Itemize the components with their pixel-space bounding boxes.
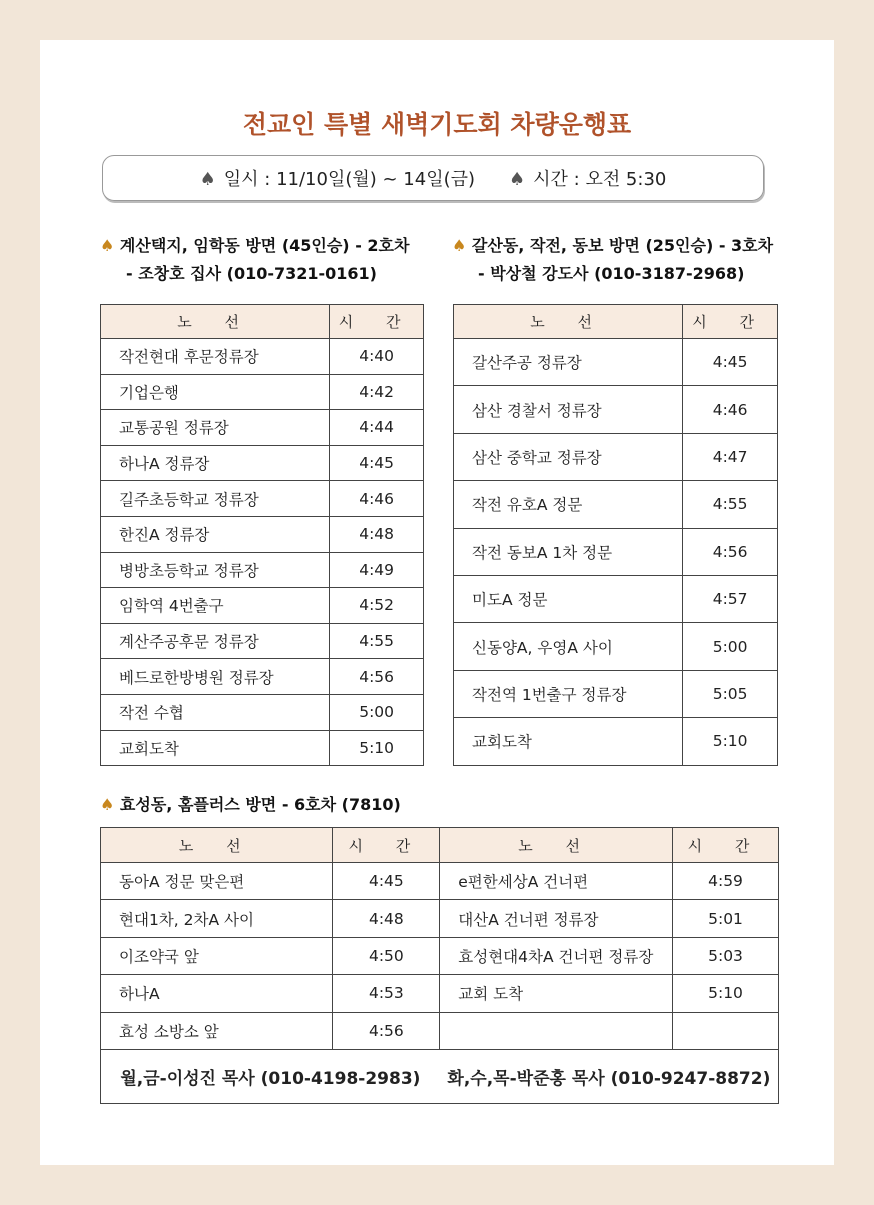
stop-time: 4:48 [330, 516, 424, 552]
stop-time: 5:10 [683, 718, 778, 765]
stop-time: 5:10 [330, 730, 424, 766]
stop-time: 4:59 [673, 863, 779, 900]
time-info: ♠ 시간 : 오전 5:30 [509, 169, 667, 190]
stop-name: 교회 도착 [440, 975, 673, 1012]
col-route-header: 노 선 [454, 305, 683, 339]
stop-time: 5:00 [330, 694, 424, 730]
stop-name: 기업은행 [101, 374, 330, 410]
stop-name: 효성 소방소 앞 [101, 1012, 333, 1049]
table-row [101, 339, 424, 375]
table-row [101, 588, 424, 624]
stop-time: 5:03 [673, 937, 779, 974]
stop-time: 5:05 [683, 670, 778, 717]
route3-table [453, 304, 778, 766]
stop-name: 임학역 4번출구 [101, 588, 330, 624]
spade-icon: ♠ [100, 236, 115, 255]
table-row [101, 937, 779, 974]
table-row [454, 481, 778, 528]
schedule-info-box [102, 155, 764, 201]
stop-name: 병방초등학교 정류장 [101, 552, 330, 588]
route3-heading: ♠ 갈산동, 작전, 동보 방면 (25인승) - 3호차 - 박상철 강도사 (010-3187-2968) [452, 232, 773, 288]
stop-time: 4:45 [330, 445, 424, 481]
stop-name: 작전 수협 [101, 694, 330, 730]
col-route-header: 노 선 [101, 828, 333, 863]
stop-time: 4:42 [330, 374, 424, 410]
stop-name: 작전 유호A 정문 [454, 481, 683, 528]
stop-time: 4:46 [330, 481, 424, 517]
stop-name: 교회도착 [101, 730, 330, 766]
stop-name: e편한세상A 건너편 [440, 863, 673, 900]
table-row [454, 575, 778, 622]
stop-name: 계산주공후문 정류장 [101, 623, 330, 659]
stop-name: 삼산 중학교 정류장 [454, 433, 683, 480]
stop-name: 대산A 건너편 정류장 [440, 900, 673, 937]
route2-heading: ♠ 계산택지, 임학동 방면 (45인승) - 2호차 - 조창호 집사 (010-7321-0161) [100, 232, 409, 288]
stop-time: 4:57 [683, 575, 778, 622]
col-time-header: 시 간 [683, 305, 778, 339]
stop-time: 4:56 [330, 659, 424, 695]
stop-name: 신동양A, 우영A 사이 [454, 623, 683, 670]
stop-time: 4:46 [683, 386, 778, 433]
contact-mon-fri: 월,금-이성진 목사 (010-4198-2983) [101, 1049, 440, 1103]
stop-name: 갈산주공 정류장 [454, 339, 683, 386]
table-row [454, 339, 778, 386]
table-row [454, 528, 778, 575]
stop-name: 작전현대 후문정류장 [101, 339, 330, 375]
spade-icon: ♠ [509, 169, 526, 190]
stop-name: 교통공원 정류장 [101, 410, 330, 446]
stop-name: 현대1차, 2차A 사이 [101, 900, 333, 937]
stop-time: 5:10 [673, 975, 779, 1012]
route2-table [100, 304, 424, 766]
page-title: 전교인 특별 새벽기도회 차량운행표 [242, 110, 632, 139]
stop-time: 4:40 [330, 339, 424, 375]
stop-name [440, 1012, 673, 1049]
table-row [101, 481, 424, 517]
route6-heading: ♠ 효성동, 홈플러스 방면 - 6호차 (7810) [100, 795, 401, 814]
stop-time: 4:44 [330, 410, 424, 446]
table-row [101, 623, 424, 659]
table-row [101, 552, 424, 588]
stop-time: 4:50 [333, 937, 440, 974]
date-info: ♠ 일시 : 11/10일(월) ~ 14일(금) [199, 169, 476, 190]
stop-time [673, 1012, 779, 1049]
stop-name: 이조약국 앞 [101, 937, 333, 974]
table-row [454, 718, 778, 765]
stop-time: 4:52 [330, 588, 424, 624]
stop-time: 5:01 [673, 900, 779, 937]
stop-time: 4:47 [683, 433, 778, 480]
stop-time: 5:00 [683, 623, 778, 670]
table-row [101, 659, 424, 695]
stop-name: 한진A 정류장 [101, 516, 330, 552]
table-row [101, 445, 424, 481]
route2-driver: - 조창호 집사 (010-7321-0161) [126, 264, 377, 283]
table-row [101, 730, 424, 766]
stop-name: 작전 동보A 1차 정문 [454, 528, 683, 575]
stop-name: 하나A 정류장 [101, 445, 330, 481]
stop-time: 4:53 [333, 975, 440, 1012]
table-row [454, 386, 778, 433]
table-row [101, 975, 779, 1012]
col-time-header: 시 간 [330, 305, 424, 339]
table-row [454, 623, 778, 670]
table-row [101, 1012, 779, 1049]
table-row [101, 410, 424, 446]
stop-name: 길주초등학교 정류장 [101, 481, 330, 517]
table-row [101, 863, 779, 900]
spade-icon: ♠ [452, 236, 467, 255]
stop-time: 4:55 [683, 481, 778, 528]
table-row [101, 374, 424, 410]
stop-time: 4:56 [683, 528, 778, 575]
spade-icon: ♠ [199, 169, 216, 190]
table-row [101, 516, 424, 552]
col-time-header: 시 간 [333, 828, 440, 863]
contact-tue-thu: 화,수,목-박준홍 목사 (010-9247-8872) [440, 1049, 779, 1103]
col-time-header: 시 간 [673, 828, 779, 863]
stop-name: 미도A 정문 [454, 575, 683, 622]
table-row [454, 670, 778, 717]
stop-name: 하나A [101, 975, 333, 1012]
col-route-header: 노 선 [101, 305, 330, 339]
table-row [101, 694, 424, 730]
table-row [454, 433, 778, 480]
spade-icon: ♠ [100, 795, 115, 814]
stop-time: 4:55 [330, 623, 424, 659]
col-route-header: 노 선 [440, 828, 673, 863]
stop-time: 4:45 [683, 339, 778, 386]
contact-row [101, 1049, 779, 1103]
table-row [101, 900, 779, 937]
stop-name: 교회도착 [454, 718, 683, 765]
stop-time: 4:56 [333, 1012, 440, 1049]
route6-table [100, 827, 779, 1104]
stop-time: 4:49 [330, 552, 424, 588]
stop-name: 동아A 정문 맞은편 [101, 863, 333, 900]
stop-time: 4:48 [333, 900, 440, 937]
stop-time: 4:45 [333, 863, 440, 900]
stop-name: 삼산 경찰서 정류장 [454, 386, 683, 433]
route3-driver: - 박상철 강도사 (010-3187-2968) [478, 264, 745, 283]
stop-name: 효성현대4차A 건너편 정류장 [440, 937, 673, 974]
stop-name: 베드로한방병원 정류장 [101, 659, 330, 695]
stop-name: 작전역 1번출구 정류장 [454, 670, 683, 717]
